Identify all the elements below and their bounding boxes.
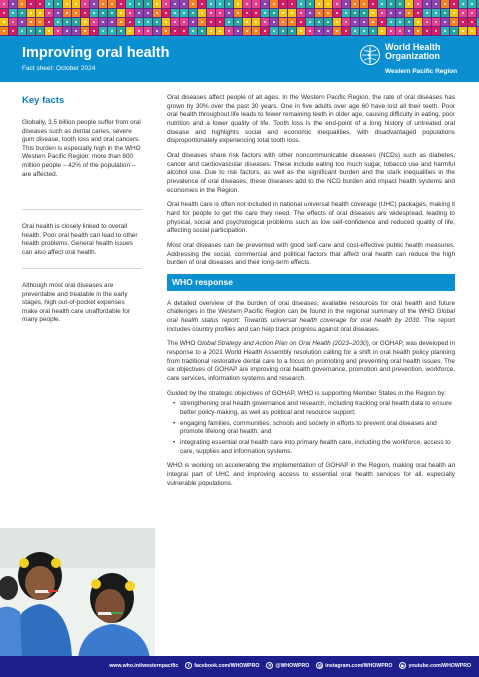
pattern-dot: [390, 12, 392, 14]
pattern-dot: [282, 21, 284, 23]
response-paragraph-4: WHO is working on accelerating the implementation of GOHAP in the Region, making oral health an integral part of UHC and improving access to essential oral health services for all, especially vulnerable populations.: [167, 462, 455, 487]
pattern-dot: [291, 30, 293, 32]
pattern-dot: [345, 21, 347, 23]
pattern-dot: [111, 30, 113, 32]
pattern-dot: [165, 12, 167, 14]
pattern-dot: [12, 3, 14, 5]
pattern-dot: [12, 30, 14, 32]
pattern-dot: [48, 12, 50, 14]
pattern-dot: [336, 30, 338, 32]
list-item: • strengthening oral health governance and research, including tracking oral health data to ensure better policy-making, as well as political and resource support;: [173, 400, 455, 417]
pattern-dot: [453, 12, 455, 14]
pattern-dot: [444, 21, 446, 23]
pattern-dot: [21, 30, 23, 32]
pattern-dot: [102, 12, 104, 14]
pattern-dot: [192, 3, 194, 5]
page-subtitle: Fact sheet: October 2024: [22, 65, 96, 72]
pattern-dot: [453, 3, 455, 5]
pattern-dot: [354, 30, 356, 32]
pattern-dot: [210, 30, 212, 32]
pattern-dot: [3, 12, 5, 14]
pattern-dot: [408, 30, 410, 32]
pattern-dot: [471, 30, 473, 32]
pattern-dot: [228, 12, 230, 14]
pattern-dot: [417, 3, 419, 5]
pattern-dot: [156, 21, 158, 23]
who-region: Western Pacific Region: [385, 68, 458, 75]
pattern-dot: [363, 21, 365, 23]
pattern-dot: [444, 30, 446, 32]
pattern-dot: [39, 21, 41, 23]
response-paragraph-1: [167, 300, 455, 335]
pattern-dot: [381, 30, 383, 32]
pattern-dot: [201, 30, 203, 32]
pattern-dot: [183, 21, 185, 23]
response-p2-text-a: The WHO: [167, 340, 198, 348]
report-title: Global oral health status report: Towards universal health coverage for oral health by 2030: [167, 308, 455, 325]
pattern-dot: [399, 21, 401, 23]
pattern-dot: [93, 21, 95, 23]
pattern-dot: [219, 21, 221, 23]
list-item: • integrating essential oral health care into primary health care, including the workforce, access to care, supplies and information systems.: [173, 439, 455, 456]
pattern-dot: [57, 3, 59, 5]
pattern-dot: [210, 12, 212, 14]
pattern-dot: [300, 30, 302, 32]
pattern-dot: [318, 30, 320, 32]
pattern-dot: [435, 3, 437, 5]
pattern-dot: [435, 21, 437, 23]
instagram-link[interactable]: [316, 662, 392, 669]
pattern-dot: [57, 12, 59, 14]
pattern-dot: [462, 3, 464, 5]
response-paragraph-2: [167, 340, 455, 383]
divider: [22, 268, 142, 269]
pattern-dot: [192, 12, 194, 14]
pattern-dot: [228, 21, 230, 23]
youtube-label: youtube.com/WHOWPRO: [408, 662, 471, 669]
pattern-dot: [273, 21, 275, 23]
main-content: [167, 94, 455, 494]
pattern-dot: [354, 21, 356, 23]
pattern-dot: [282, 12, 284, 14]
pattern-dot: [48, 3, 50, 5]
pattern-dot: [426, 3, 428, 5]
who-logo: [359, 41, 469, 79]
who-emblem-icon: [359, 44, 381, 66]
response-paragraph-3: Guided by the strategic objectives of GOHAP, WHO is supporting Member States in the Region by:: [167, 389, 447, 397]
x-label: @WHOWPRO: [275, 662, 310, 669]
response-p1-text-a: A detailed overview of the burden of oral diseases, available resources for oral health and future challenges in the Western Pacific Region can be found in the regional summary of the WHO: [167, 299, 455, 316]
pattern-dot: [174, 30, 176, 32]
who-name-line1: World Health: [385, 42, 441, 52]
pattern-dot: [327, 3, 329, 5]
youtube-link[interactable]: [399, 662, 471, 669]
key-facts-heading: Key facts: [22, 95, 65, 106]
pattern-dot: [381, 12, 383, 14]
pattern-dot: [372, 30, 374, 32]
pattern-dot: [75, 3, 77, 5]
pattern-dot: [264, 12, 266, 14]
pattern-dot: [39, 30, 41, 32]
pattern-dot: [462, 30, 464, 32]
pattern-dot: [21, 12, 23, 14]
pattern-dot: [66, 21, 68, 23]
pattern-dot: [354, 3, 356, 5]
pattern-dot: [21, 3, 23, 5]
pattern-dot: [30, 12, 32, 14]
pattern-dot: [30, 30, 32, 32]
key-fact-1: Globally, 3.5 billion people suffer from oral diseases such as dental caries, severe gum disease, tooth loss and oral cancers. This burden is especially high in the WHO Western Pacific Region: more than 800 million people – 42% of the population – are affected.: [22, 119, 141, 178]
pattern-dot: [165, 21, 167, 23]
pattern-dot: [138, 30, 140, 32]
pattern-dot: [30, 3, 32, 5]
intro-paragraph-1: Oral diseases affect people of all ages. In the Western Pacific Region, the rate of oral diseases has grown by 30% over the past 30 years. One in five adults over age 60 have lost all their teeth. Poor oral health throughout life leads to fewer remaining teeth in older age, causing difficulty in eating, poor nutrition and a lower quality of life. Tooth loss is the end-point of a long history of untreated oral disease and highlights social and economic inequalities, with disadvantaged populations disproportionately experiencing total tooth loss.: [167, 94, 455, 145]
pattern-dot: [228, 3, 230, 5]
pattern-dot: [309, 3, 311, 5]
pattern-dot: [201, 21, 203, 23]
pattern-dot: [75, 21, 77, 23]
pattern-dot: [372, 21, 374, 23]
pattern-dot: [372, 12, 374, 14]
pattern-dot: [93, 3, 95, 5]
key-fact-2: Oral health is closely linked to overall health. Poor oral health can lead to other health problems. General health issues can also affect oral health.: [22, 223, 138, 256]
pattern-dot: [129, 3, 131, 5]
pattern-dot: [246, 3, 248, 5]
pattern-dot: [300, 12, 302, 14]
pattern-dot: [435, 12, 437, 14]
pattern-dot: [120, 12, 122, 14]
pattern-dot: [210, 21, 212, 23]
pattern-dot: [66, 3, 68, 5]
pattern-dot: [219, 12, 221, 14]
pattern-dot: [372, 3, 374, 5]
pattern-dot: [300, 3, 302, 5]
pattern-dot: [327, 12, 329, 14]
pattern-dot: [66, 12, 68, 14]
pattern-dot: [426, 30, 428, 32]
pattern-dot: [273, 3, 275, 5]
pattern-dot: [147, 3, 149, 5]
pattern-dot: [408, 3, 410, 5]
pattern-dot: [57, 30, 59, 32]
pattern-dot: [219, 3, 221, 5]
pattern-dot: [39, 3, 41, 5]
pattern-dot: [246, 30, 248, 32]
pattern-dot: [183, 30, 185, 32]
pattern-dot: [336, 3, 338, 5]
pattern-dot: [138, 21, 140, 23]
pattern-dot: [246, 21, 248, 23]
pattern-dot: [174, 12, 176, 14]
response-p1-text-b: . The report includes country profiles and can help track progress against oral diseases.: [167, 317, 455, 333]
pattern-dot: [444, 3, 446, 5]
pattern-dot: [282, 30, 284, 32]
pattern-dot: [453, 21, 455, 23]
pattern-dot: [390, 30, 392, 32]
pattern-dot: [183, 3, 185, 5]
pattern-dot: [390, 21, 392, 23]
pattern-dot: [201, 12, 203, 14]
pattern-dot: [129, 12, 131, 14]
header: [0, 36, 479, 82]
pattern-dot: [192, 30, 194, 32]
pattern-dot: [381, 3, 383, 5]
pattern-dot: [363, 3, 365, 5]
pattern-dot: [246, 12, 248, 14]
strategy-title: Global Strategy and Action Plan on Oral Health (2023–2030): [197, 340, 369, 348]
pattern-dot: [111, 21, 113, 23]
pattern-dot: [48, 30, 50, 32]
pattern-dot: [255, 12, 257, 14]
pattern-dot: [39, 12, 41, 14]
pattern-dot: [417, 12, 419, 14]
pattern-dot: [138, 3, 140, 5]
pattern-dot: [84, 12, 86, 14]
pattern-dot: [309, 12, 311, 14]
pattern-dot: [75, 12, 77, 14]
pattern-dot: [219, 30, 221, 32]
pattern-dot: [102, 30, 104, 32]
pattern-dot: [120, 30, 122, 32]
pattern-dot: [156, 30, 158, 32]
response-p2-text-b: , or GOHAP, was developed in response to a 2021 World Health Assembly resolution calling for a shift in oral health policy planning from traditional restorative dental care to a focus on promoting and preventing oral health issues. The six objectives of GOHAP are improving oral health governance, promotion and prevention, workforce, care services, information systems and research.: [167, 340, 456, 383]
pattern-dot: [255, 21, 257, 23]
pattern-dot: [408, 21, 410, 23]
pattern-dot: [399, 30, 401, 32]
pattern-dot: [111, 12, 113, 14]
pattern-dot: [192, 21, 194, 23]
instagram-icon: ◎: [317, 663, 322, 668]
pattern-dot: [3, 30, 5, 32]
pattern-dot: [318, 12, 320, 14]
who-name-line2: Organization: [385, 51, 441, 61]
facebook-label: facebook.com/WHOWPRO: [194, 662, 260, 669]
pattern-dot: [93, 30, 95, 32]
pattern-dot: [462, 21, 464, 23]
pattern-dot: [318, 21, 320, 23]
pattern-dot: [291, 12, 293, 14]
pattern-dot: [84, 3, 86, 5]
pattern-dot: [84, 30, 86, 32]
pattern-dot: [264, 3, 266, 5]
pattern-dot: [462, 12, 464, 14]
pattern-dot: [147, 30, 149, 32]
pattern-dot: [129, 21, 131, 23]
pattern-dot: [120, 21, 122, 23]
pattern-dot: [120, 3, 122, 5]
pattern-dot: [210, 3, 212, 5]
pattern-dot: [3, 3, 5, 5]
pattern-dot: [318, 3, 320, 5]
pattern-dot: [471, 3, 473, 5]
pattern-dot: [309, 30, 311, 32]
pattern-dot: [273, 12, 275, 14]
pattern-dot: [3, 21, 5, 23]
youtube-icon: ▶: [401, 663, 405, 668]
pattern-dot: [237, 30, 239, 32]
pattern-dot: [102, 21, 104, 23]
pattern-dot: [111, 3, 113, 5]
pattern-dot: [237, 3, 239, 5]
pattern-dot: [345, 12, 347, 14]
facebook-icon: f: [185, 662, 192, 669]
pattern-dot: [300, 21, 302, 23]
list-item: • engaging families, communities, schools and society in efforts to prevent oral diseases and promote lifelong oral health; and: [173, 420, 455, 437]
pattern-dot: [336, 21, 338, 23]
schoolchildren-brushing-teeth-photo: [0, 528, 155, 658]
pattern-dot: [327, 30, 329, 32]
pattern-dot: [426, 12, 428, 14]
pattern-dot: [228, 30, 230, 32]
pattern-dot: [309, 21, 311, 23]
website-link[interactable]: www.who.int/westernpacific: [109, 662, 179, 669]
pattern-dot: [327, 21, 329, 23]
pattern-dot: [264, 30, 266, 32]
decorative-pattern-banner: [0, 0, 479, 36]
pattern-dot: [237, 12, 239, 14]
page-title: Improving oral health: [22, 45, 170, 61]
pattern-dot: [471, 21, 473, 23]
pattern-dot: [255, 3, 257, 5]
pattern-dot: [165, 3, 167, 5]
pattern-dot: [399, 3, 401, 5]
pattern-dot: [183, 12, 185, 14]
pattern-dot: [390, 3, 392, 5]
pattern-dot: [363, 12, 365, 14]
pattern-dot: [147, 21, 149, 23]
pattern-dot: [138, 12, 140, 14]
intro-paragraph-3: Oral health care is often not included in national universal health coverage (UHC) packages, making it hard for people to get the care they need. The effects of oral diseases are widespread, leading to physical, social and psychological problems such as low self-confidence and reduced quality of life, affecting social participation.: [167, 201, 455, 235]
pattern-dot: [399, 12, 401, 14]
pattern-dot: [147, 12, 149, 14]
pattern-dot: [345, 30, 347, 32]
divider: [22, 209, 142, 210]
facebook-link[interactable]: [185, 662, 259, 669]
pattern-dot: [291, 21, 293, 23]
pattern-dot: [363, 30, 365, 32]
pattern-dot: [282, 3, 284, 5]
pattern-dot: [336, 12, 338, 14]
pattern-dot: [435, 30, 437, 32]
pattern-dot: [84, 21, 86, 23]
pattern-dot: [30, 21, 32, 23]
pattern-dot: [381, 21, 383, 23]
intro-paragraph-4: Most oral diseases can be prevented with good self-care and cost-effective public health measures. Addressing the social, commercial and political factors that affect oral health can reduce the high burden of oral diseases and their long-term effects.: [167, 241, 455, 267]
pattern-dot: [264, 21, 266, 23]
instagram-label: instagram.com/WHOWPRO: [325, 662, 393, 669]
pattern-dot: [273, 30, 275, 32]
pattern-dot: [156, 3, 158, 5]
pattern-dot: [453, 30, 455, 32]
pattern-dot: [156, 12, 158, 14]
key-fact-3: Although most oral diseases are preventable and treatable in the early stages, high out-of-pocket expenses make oral health care unaffordable for many people.: [22, 282, 130, 324]
pattern-dot: [291, 3, 293, 5]
intro-paragraph-2: Oral diseases share risk factors with other noncommunicable diseases (NCDs) such as diabetes, cancer and cardiovascular diseases. These include eating too much sugar, tobacco use and harmful alcohol use. Due to risk factors, as well as the significant burden and the stark inequalities in the prevalence of oral diseases, these diseases add to the NCD burden and impact health systems and economies in the Region.: [167, 151, 455, 194]
pattern-dot: [354, 12, 356, 14]
pattern-dot: [48, 21, 50, 23]
pattern-dot: [444, 12, 446, 14]
x-icon: ✕: [268, 663, 272, 668]
pattern-dot: [174, 21, 176, 23]
who-response-heading: WHO response: [167, 274, 455, 291]
pattern-dot: [165, 30, 167, 32]
pattern-dot: [237, 21, 239, 23]
pattern-dot: [417, 21, 419, 23]
pattern-dot: [471, 12, 473, 14]
pattern-dot: [75, 30, 77, 32]
pattern-dot: [93, 12, 95, 14]
pattern-dot: [345, 3, 347, 5]
pattern-dot: [426, 21, 428, 23]
footer: [0, 656, 479, 677]
pattern-dot: [12, 12, 14, 14]
pattern-dot: [66, 30, 68, 32]
pattern-dot: [57, 21, 59, 23]
pattern-dot: [129, 30, 131, 32]
x-link[interactable]: [266, 662, 309, 669]
pattern-dot: [174, 3, 176, 5]
pattern-dot: [102, 3, 104, 5]
pattern-dot: [12, 21, 14, 23]
pattern-dot: [408, 12, 410, 14]
pattern-dot: [21, 21, 23, 23]
pattern-dot: [417, 30, 419, 32]
objectives-list: [173, 400, 455, 456]
pattern-dot: [255, 30, 257, 32]
pattern-dot: [201, 3, 203, 5]
